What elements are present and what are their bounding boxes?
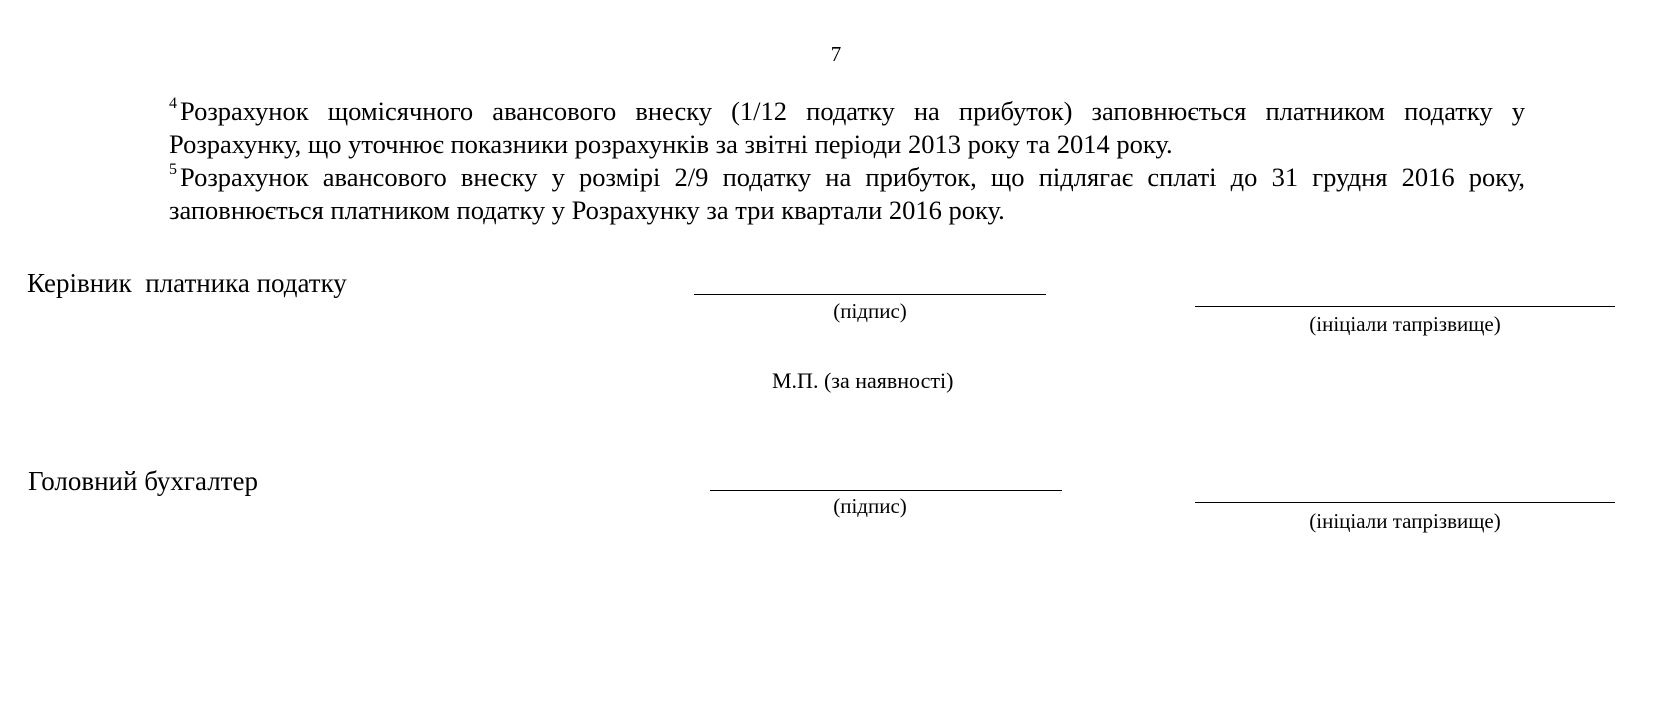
accountant-name-line	[1195, 502, 1615, 503]
accountant-name-caption: (ініціали тапрізвище)	[1309, 509, 1501, 533]
head-signature-line	[694, 294, 1046, 295]
head-name-caption: (ініціали тапрізвище)	[1309, 312, 1501, 336]
footnote-mark: 5	[169, 161, 177, 179]
footnote-text: Розрахунок щомісячного авансового внеску (1/12 податку на прибуток) заповнюється платником податку у Розрахунку, що уточнює показники розрахунків за звітні періоди 2013 року та 2014 року.	[169, 96, 1525, 159]
accountant-signature-caption: (підпис)	[833, 494, 907, 518]
head-signature-caption: (підпис)	[833, 299, 907, 323]
footnotes	[169, 95, 1525, 227]
footnote-text: Розрахунок авансового внеску у розмірі 2/9 податку на прибуток, що підлягає сплаті до 31 грудня 2016 року, заповнюється платником податку у Розрахунку за три квартали 2016 року.	[169, 162, 1525, 225]
accountant-label: Головний бухгалтер	[28, 466, 258, 496]
head-name-line	[1195, 306, 1615, 307]
page-number: 7	[830, 42, 842, 66]
head-label: Керівник платника податку	[27, 268, 347, 298]
footnote-5	[169, 161, 1525, 227]
accountant-signature-line	[710, 490, 1062, 491]
footnote-4	[169, 95, 1525, 161]
stamp-label: М.П. (за наявності)	[772, 368, 954, 393]
footnote-mark: 4	[169, 95, 177, 113]
